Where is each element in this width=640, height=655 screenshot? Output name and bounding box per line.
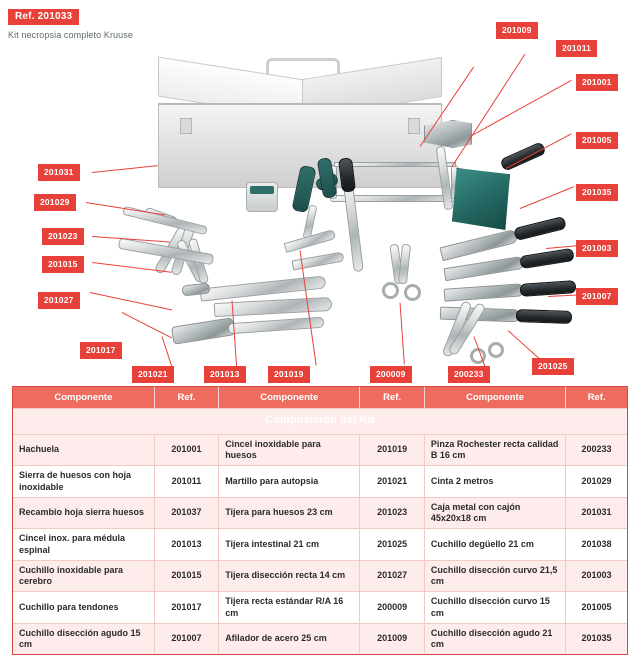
cell-component: Cuchillo degüello 21 cm [424, 529, 565, 561]
dissection-knife-blade-2 [443, 256, 524, 281]
callout-201015: 201015 [42, 256, 84, 273]
cell-ref: 201011 [154, 466, 218, 498]
table-row [13, 560, 627, 592]
autopsy-cleaver-blade [452, 168, 510, 230]
straight-scissors-ring-2 [404, 284, 421, 301]
ref-badge: Ref. 201033 [8, 9, 79, 25]
cell-component: Cuchillo para tendones [13, 592, 154, 624]
kit-composition-table [12, 386, 628, 655]
cell-component: Cuchillo disección curvo 15 cm [424, 592, 565, 624]
cell-ref: 201023 [360, 497, 424, 529]
composition-table [13, 387, 627, 654]
callout-201013: 201013 [204, 366, 246, 383]
table-row [13, 529, 627, 561]
cell-component: Caja metal con cajón 45x20x18 cm [424, 497, 565, 529]
table-row [13, 592, 627, 624]
dissection-knife-blade-1 [439, 229, 518, 261]
cell-ref: 201009 [360, 623, 424, 654]
table-row [13, 623, 627, 654]
leader-201035 [520, 186, 574, 209]
page-subtitle: Kit necropsia completo Kruuse [8, 30, 133, 40]
table-row [13, 497, 627, 529]
callout-201005: 201005 [576, 132, 618, 149]
col-componente-3: Componente [424, 387, 565, 409]
callout-201007: 201007 [576, 288, 618, 305]
callout-201011: 201011 [556, 40, 597, 57]
cell-ref: 201005 [566, 592, 627, 624]
cell-ref: 201027 [360, 560, 424, 592]
leader-201031 [92, 165, 158, 173]
cell-ref: 201017 [154, 592, 218, 624]
cell-component: Cuchillo inoxidable para cerebro [13, 560, 154, 592]
cell-component: Afilador de acero 25 cm [219, 623, 360, 654]
cell-ref: 201007 [154, 623, 218, 654]
toolbox-latch-left [180, 118, 192, 134]
callout-201009: 201009 [496, 22, 538, 39]
callout-201029: 201029 [34, 194, 76, 211]
table-body [13, 434, 627, 654]
leader-201001 [470, 80, 572, 137]
cell-ref: 201019 [360, 434, 424, 466]
cell-component: Cuchillo disección agudo 21 cm [424, 623, 565, 654]
cell-component: Cinta 2 metros [424, 466, 565, 498]
dissection-knife-blade-3 [444, 283, 525, 302]
table-row [13, 466, 627, 498]
callout-201023: 201023 [42, 228, 84, 245]
cell-component: Cincel inox. para médula espinal [13, 529, 154, 561]
cell-component: Cuchillo disección agudo 15 cm [13, 623, 154, 654]
cell-ref: 201003 [566, 560, 627, 592]
leader-201005 [506, 133, 572, 169]
table-row [13, 434, 627, 466]
table-header [13, 387, 627, 409]
callout-201001: 201001 [576, 74, 618, 91]
col-ref-3: Ref. [566, 387, 627, 409]
callout-201021: 201021 [132, 366, 174, 383]
toolbox-latch-right [408, 118, 420, 134]
dissection-knife-handle-2 [519, 248, 574, 269]
autopsy-hammer-head [171, 317, 235, 344]
cell-component: Cuchillo disección curvo 21,5 cm [424, 560, 565, 592]
callout-201025: 201025 [532, 358, 574, 375]
cell-component: Tijera intestinal 21 cm [219, 529, 360, 561]
cell-ref: 201038 [566, 529, 627, 561]
leader-201017 [122, 312, 172, 338]
cell-ref: 200009 [360, 592, 424, 624]
straight-scissors-blade-2 [398, 244, 411, 285]
cell-component: Tijera recta estándar R/A 16 cm [219, 592, 360, 624]
callout-201019: 201019 [268, 366, 310, 383]
toolbox-handle-icon [266, 58, 340, 74]
dissection-knife-handle-4 [516, 309, 572, 324]
leader-201025 [508, 330, 540, 359]
cell-ref: 200233 [566, 434, 627, 466]
cell-component: Cincel inoxidable para huesos [219, 434, 360, 466]
cell-ref: 201021 [360, 466, 424, 498]
cell-ref: 201015 [154, 560, 218, 592]
table-header-row [13, 387, 627, 409]
callout-200009: 200009 [370, 366, 412, 383]
cell-ref: 201035 [566, 623, 627, 654]
callout-201003: 201003 [576, 240, 618, 257]
cell-ref: 201013 [154, 529, 218, 561]
cell-ref: 201029 [566, 466, 627, 498]
dissection-knife-handle-1 [513, 216, 567, 241]
col-componente-2: Componente [219, 387, 360, 409]
cell-component: Recambio hoja sierra huesos [13, 497, 154, 529]
cell-ref: 201001 [154, 434, 218, 466]
cell-component: Martillo para autopsia [219, 466, 360, 498]
cell-component: Tijera disección recta 14 cm [219, 560, 360, 592]
callout-201027: 201027 [38, 292, 80, 309]
leader-201027 [90, 292, 172, 310]
callout-201035: 201035 [576, 184, 618, 201]
leader-200009 [400, 302, 405, 364]
col-ref-2: Ref. [360, 387, 424, 409]
toolbox-seam [158, 103, 442, 105]
callout-201017: 201017 [80, 342, 122, 359]
col-componente-1: Componente [13, 387, 154, 409]
cell-ref: 201031 [566, 497, 627, 529]
cell-ref: 201037 [154, 497, 218, 529]
tape-measure-window [250, 186, 274, 194]
rochester-forceps-ring-2 [488, 342, 504, 358]
leader-201021 [162, 336, 173, 369]
table-title-row [13, 409, 627, 435]
callout-201031: 201031 [38, 164, 80, 181]
cell-component: Pinza Rochester recta calidad B 16 cm [424, 434, 565, 466]
callout-200233: 200233 [448, 366, 490, 383]
straight-scissors-ring-1 [382, 282, 399, 299]
cell-component: Hachuela [13, 434, 154, 466]
cell-ref: 201025 [360, 529, 424, 561]
col-ref-1: Ref. [154, 387, 218, 409]
cell-component: Sierra de huesos con hoja inoxidable [13, 466, 154, 498]
cell-component: Tijera para huesos 23 cm [219, 497, 360, 529]
table-title: Composición del Kit [13, 409, 627, 435]
